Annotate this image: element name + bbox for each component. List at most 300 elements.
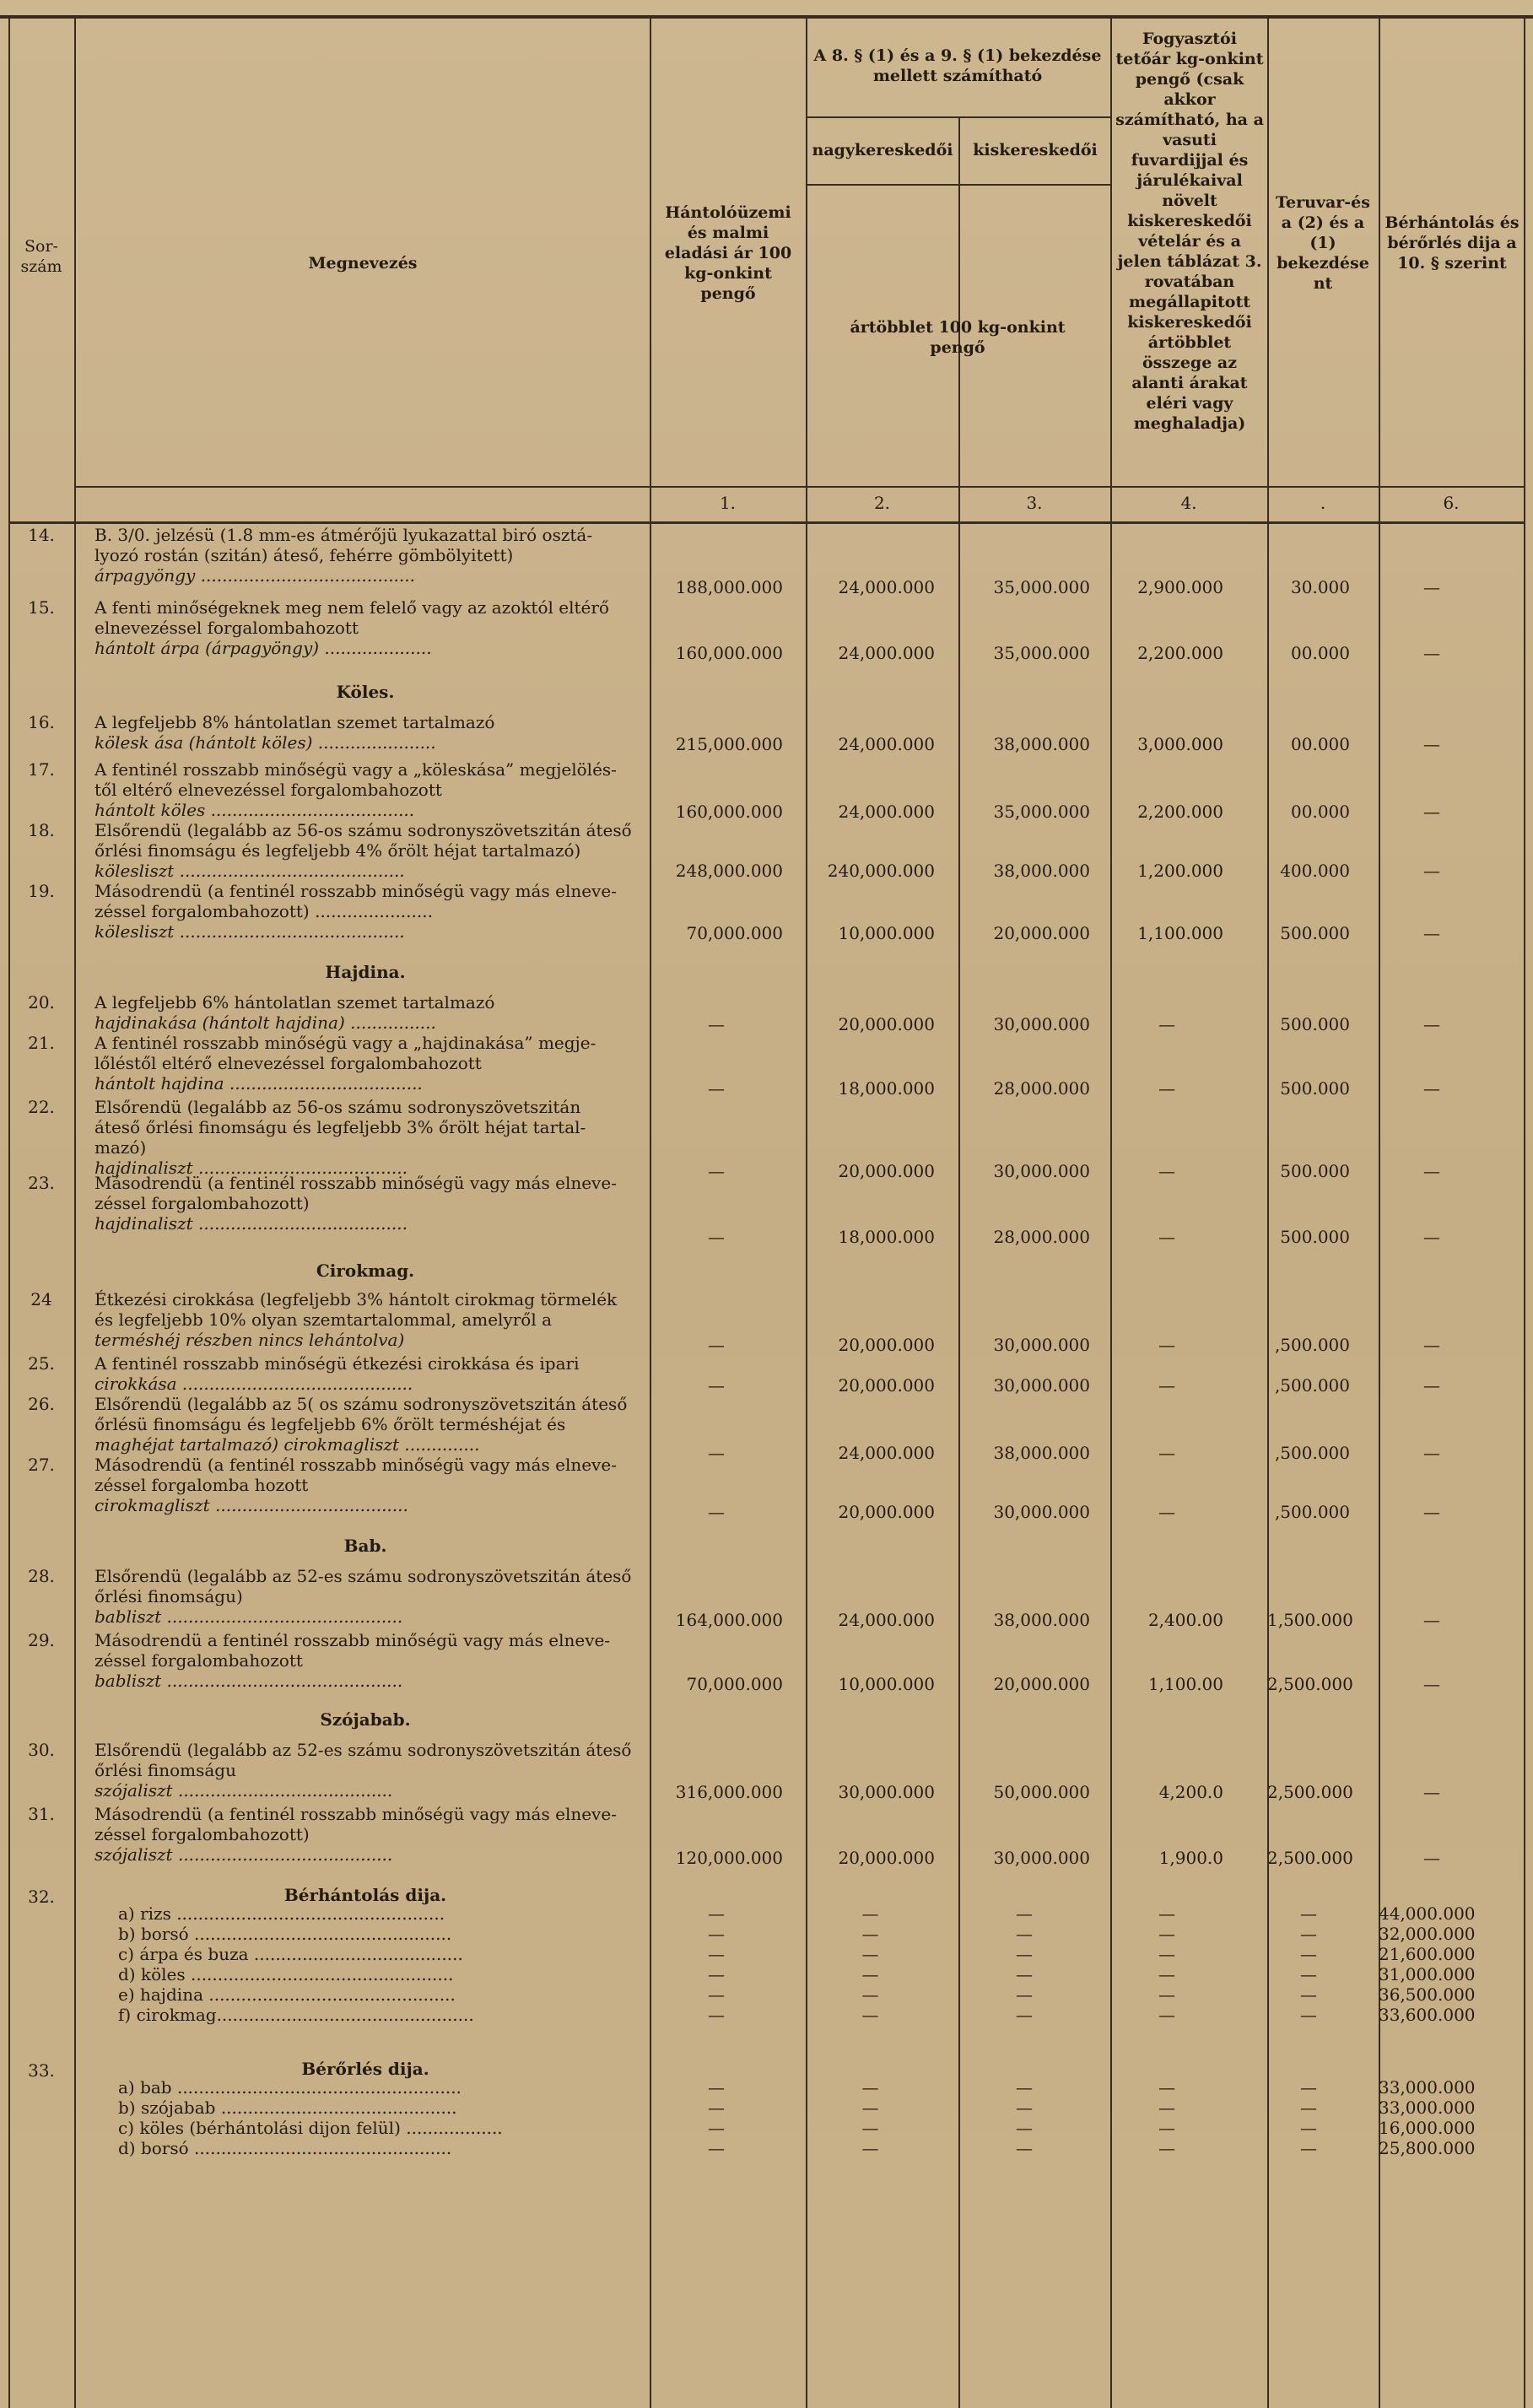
cell-v6: — xyxy=(1423,923,1440,943)
cell-v4: — xyxy=(1158,1903,1175,1924)
cell-v5: 2,500.000 xyxy=(1267,1848,1353,1868)
description-line: kölesk ása (hántolt köles) ...................... xyxy=(94,732,436,753)
cell-v6: 31,000.000 xyxy=(1379,1964,1476,1984)
cell-v1: — xyxy=(708,1502,725,1522)
cell-v2: — xyxy=(861,2138,879,2158)
cell-v5: 00.000 xyxy=(1291,643,1350,663)
cell-v5: — xyxy=(1300,2138,1317,2158)
cell-v3: 35,000.000 xyxy=(993,577,1090,597)
cell-v6: — xyxy=(1423,802,1440,822)
berorles-item: c) köles (bérhántolási dijon felül) .................. xyxy=(118,2118,503,2138)
description-line: A fentinél rosszabb minőségü étkezési cirokkása és ipari xyxy=(94,1353,580,1374)
row-description xyxy=(94,1455,634,1515)
col-header-berhantolas: Bérhántolás és bérőrlés dija a 10. § szerint xyxy=(1385,213,1520,273)
cell-v2: 18,000.000 xyxy=(838,1078,935,1099)
description-line: Elsőrendü (legalább az 56-os számu sodronyszövetszitán áteső xyxy=(94,820,632,840)
cell-v3: 28,000.000 xyxy=(993,1078,1090,1099)
cell-v1: 164,000.000 xyxy=(675,1610,783,1630)
table-border-left xyxy=(8,15,10,2408)
section-title: Cirokmag. xyxy=(316,1261,415,1281)
cell-v3: 30,000.000 xyxy=(993,1335,1090,1355)
cell-v2: — xyxy=(861,1924,879,1944)
cell-v2: — xyxy=(861,1944,879,1964)
cell-v5: — xyxy=(1300,2098,1317,2118)
cell-v5: 30.000 xyxy=(1291,577,1350,597)
description-line: A fentinél rosszabb minőségü vagy a „hajdinakása” megje- xyxy=(94,1033,596,1053)
row-number: 29. xyxy=(28,1630,55,1650)
cell-v5: — xyxy=(1300,1924,1317,1944)
cell-v2: 24,000.000 xyxy=(838,643,935,663)
row-number: 30. xyxy=(28,1740,55,1760)
row-number: 20. xyxy=(28,992,55,1012)
cell-v1: — xyxy=(708,2138,725,2158)
description-line: lőléstől eltérő elnevezéssel forgalombahozott xyxy=(94,1053,482,1073)
cell-v4: — xyxy=(1158,2077,1175,2098)
description-line: és legfeljebb 10% olyan szemtartalommal, amelyről a xyxy=(94,1309,553,1330)
cell-v4: — xyxy=(1158,1078,1175,1099)
cell-v2: — xyxy=(861,2098,879,2118)
cell-v1: — xyxy=(708,1078,725,1099)
cell-v6: — xyxy=(1423,1078,1440,1099)
cell-v3: — xyxy=(1016,1944,1033,1964)
col-header-megnevezes: Megnevezés xyxy=(308,254,418,273)
cell-v4: 1,900.0 xyxy=(1158,1848,1223,1868)
cell-v3: 38,000.000 xyxy=(993,1443,1090,1463)
cell-v2: 24,000.000 xyxy=(838,1443,935,1463)
cell-v1: 160,000.000 xyxy=(675,802,783,822)
table-border-top xyxy=(0,15,1533,19)
section-title: Hajdina. xyxy=(325,962,406,982)
col-header-fogyaszto: Fogyasztói tetőár kg-onkint pengő (csak akkor számítható, ha a vasuti fuvardijjal és járulékaival növelt kiskereskedői vételár és a jelen táblázat 3. rovatában megállapitott kiskereskedői ártöbblet összege az alanti árakat eléri vagy meghaladja) xyxy=(1115,30,1264,433)
section-title: Bab. xyxy=(343,1536,387,1556)
cell-v5: 500.000 xyxy=(1280,1227,1350,1247)
description-line: A legfeljebb 6% hántolatlan szemet tartalmazó xyxy=(94,992,495,1012)
description-line: Másodrendü (a fentinél rosszabb minőségü vagy más elneve- xyxy=(94,1455,617,1475)
cell-v2: — xyxy=(861,1964,879,1984)
cell-v2: 30,000.000 xyxy=(838,1782,935,1802)
cell-v4: 1,100.000 xyxy=(1137,923,1223,943)
berhantolas-item: b) borsó ................................................ xyxy=(118,1924,452,1944)
berhantolas-item: a) rizs .................................................. xyxy=(118,1903,445,1924)
description-line: zéssel forgalombahozott) xyxy=(94,1193,310,1213)
row-description xyxy=(94,1630,634,1691)
cell-v2: 20,000.000 xyxy=(838,1502,935,1522)
cell-v5: ,500.000 xyxy=(1274,1443,1350,1463)
cell-v1: — xyxy=(708,1227,725,1247)
cell-v2: 20,000.000 xyxy=(838,1161,935,1181)
description-line: babliszt ............................................ xyxy=(94,1606,403,1627)
header-divider xyxy=(806,184,1110,186)
cell-v6: — xyxy=(1423,1502,1440,1522)
description-line: hántolt köles ...................................... xyxy=(94,800,415,820)
cell-v2: 20,000.000 xyxy=(838,1848,935,1868)
cell-v4: 1,200.000 xyxy=(1137,861,1223,881)
cell-v2: 20,000.000 xyxy=(838,1335,935,1355)
description-line: zéssel forgalombahozott) ...................... xyxy=(94,901,433,921)
description-line: őrlésü finomságu és legfeljebb 6% őrölt terméshéjat és xyxy=(94,1414,566,1434)
cell-v3: 35,000.000 xyxy=(993,802,1090,822)
col-header-artobblet: ártöbblet 100 kg-onkint pengő xyxy=(850,318,1066,357)
cell-v2: 24,000.000 xyxy=(838,802,935,822)
cell-v6: — xyxy=(1423,643,1440,663)
row-number: 32. xyxy=(28,1887,55,1907)
cell-v6: 36,500.000 xyxy=(1379,1984,1476,2005)
cell-v5: ,500.000 xyxy=(1274,1375,1350,1396)
cell-v5: 500.000 xyxy=(1280,1014,1350,1034)
cell-v5: — xyxy=(1300,2118,1317,2138)
cell-v4: 2,400.00 xyxy=(1147,1610,1223,1630)
cell-v3: 50,000.000 xyxy=(993,1782,1090,1802)
description-line: kölesliszt .......................................... xyxy=(94,921,405,942)
header-bottom xyxy=(8,521,1524,524)
cell-v5: ,500.000 xyxy=(1274,1335,1350,1355)
cell-v6: — xyxy=(1423,1674,1440,1694)
description-line: A legfeljebb 8% hántolatlan szemet tartalmazó xyxy=(94,712,495,732)
row-number: 33. xyxy=(28,2060,55,2081)
row-description xyxy=(94,881,634,942)
cell-v6: 44,000.000 xyxy=(1379,1903,1476,1924)
berhantolas-item: d) köles ................................................. xyxy=(118,1964,454,1984)
cell-v5: — xyxy=(1300,2077,1317,2098)
cell-v6: 16,000.000 xyxy=(1379,2118,1476,2138)
cell-v4: — xyxy=(1158,2098,1175,2118)
cell-v1: — xyxy=(708,1443,725,1463)
cell-v2: — xyxy=(861,1903,879,1924)
cell-v5: 2,500.000 xyxy=(1267,1782,1353,1802)
row-description xyxy=(94,1289,634,1350)
description-line: zéssel forgalombahozott xyxy=(94,1650,303,1671)
description-line: szójaliszt ........................................ xyxy=(94,1780,393,1801)
cell-v1: — xyxy=(708,1964,725,1984)
description-line: áteső őrlési finomságu és legfeljebb 3% őrölt héjat tartal- xyxy=(94,1117,586,1137)
cell-v4: — xyxy=(1158,1014,1175,1034)
cell-v4: — xyxy=(1158,1502,1175,1522)
row-number: 21. xyxy=(28,1033,55,1053)
berorles-item: d) borsó ................................................ xyxy=(118,2138,452,2158)
cell-v1: — xyxy=(708,1161,725,1181)
description-line: A fentinél rosszabb minőségü vagy a „köleskása” megjelölés- xyxy=(94,759,617,780)
row-description xyxy=(94,1804,634,1865)
cell-v2: 18,000.000 xyxy=(838,1227,935,1247)
description-line: elnevezéssel forgalombahozott xyxy=(94,618,359,638)
cell-v5: — xyxy=(1300,1903,1317,1924)
berhantolas-item: f) cirokmag................................................ xyxy=(118,2005,474,2025)
cell-v4: — xyxy=(1158,1944,1175,1964)
cell-v6: — xyxy=(1423,861,1440,881)
description-line: maghéjat tartalmazó) cirokmagliszt .............. xyxy=(94,1434,480,1455)
col-header-sorszam: Sor-szám xyxy=(20,237,62,276)
col-number: . xyxy=(1320,493,1326,513)
cell-v1: — xyxy=(708,2077,725,2098)
cell-v1: — xyxy=(708,1944,725,1964)
row-description xyxy=(94,1353,634,1394)
row-number: 23. xyxy=(28,1173,55,1193)
cell-v5: — xyxy=(1300,1944,1317,1964)
cell-v4: — xyxy=(1158,1335,1175,1355)
col-divider xyxy=(1110,15,1112,2408)
cell-v6: 25,800.000 xyxy=(1379,2138,1476,2158)
header-divider xyxy=(74,486,1524,488)
description-line: Elsőrendü (legalább az 52-es számu sodronyszövetszitán áteső xyxy=(94,1740,632,1760)
description-line: árpagyöngy ........................................ xyxy=(94,565,415,586)
row-description xyxy=(94,1394,634,1455)
row-description xyxy=(94,597,634,658)
row-description xyxy=(94,992,634,1033)
description-line: őrlési finomságu xyxy=(94,1760,236,1780)
row-number: 26. xyxy=(28,1394,55,1414)
cell-v2: — xyxy=(861,2077,879,2098)
cell-v3: 30,000.000 xyxy=(993,1502,1090,1522)
row-description xyxy=(94,820,634,881)
table-border-right xyxy=(1524,15,1525,2408)
row-number: 25. xyxy=(28,1353,55,1374)
cell-v4: 4,200.0 xyxy=(1158,1782,1223,1802)
cell-v6: 33,000.000 xyxy=(1379,2077,1476,2098)
cell-v1: 316,000.000 xyxy=(675,1782,783,1802)
cell-v2: — xyxy=(861,2118,879,2138)
cell-v3: — xyxy=(1016,2098,1033,2118)
cell-v5: 2,500.000 xyxy=(1267,1674,1353,1694)
cell-v4: 1,100.00 xyxy=(1147,1674,1223,1694)
section-title: Bérhántolás dija. xyxy=(283,1885,447,1905)
description-line: hajdinaliszt ....................................... xyxy=(94,1213,408,1234)
cell-v6: — xyxy=(1423,1014,1440,1034)
row-number: 24 xyxy=(30,1289,52,1309)
cell-v1: 70,000.000 xyxy=(686,1674,783,1694)
description-line: Elsőrendü (legalább az 5( os számu sodronyszövetszitán áteső xyxy=(94,1394,628,1414)
cell-v1: — xyxy=(708,1984,725,2005)
description-line: szójaliszt ........................................ xyxy=(94,1844,393,1865)
cell-v3: 20,000.000 xyxy=(993,923,1090,943)
cell-v6: — xyxy=(1423,1227,1440,1247)
row-number: 22. xyxy=(28,1097,55,1117)
cell-v1: — xyxy=(708,2118,725,2138)
description-line: kölesliszt .......................................... xyxy=(94,861,405,881)
col-divider xyxy=(1267,15,1269,2408)
description-line: A fenti minőségeknek meg nem felelő vagy az azoktól eltérő xyxy=(94,597,609,618)
cell-v4: — xyxy=(1158,1984,1175,2005)
description-line: hajdinakása (hántolt hajdina) ................ xyxy=(94,1012,436,1033)
row-description xyxy=(94,1740,634,1801)
col-divider xyxy=(958,118,960,2408)
cell-v3: 30,000.000 xyxy=(993,1161,1090,1181)
description-line: terméshéj részben nincs lehántolva) xyxy=(94,1330,405,1350)
cell-v1: — xyxy=(708,1375,725,1396)
cell-v1: — xyxy=(708,2098,725,2118)
cell-v3: 20,000.000 xyxy=(993,1674,1090,1694)
cell-v6: — xyxy=(1423,734,1440,754)
col-header-kisk: kiskereskedői xyxy=(973,141,1098,159)
cell-v2: 240,000.000 xyxy=(827,861,935,881)
cell-v4: 2,200.000 xyxy=(1137,643,1223,663)
col-header-group: A 8. § (1) és a 9. § (1) bekezdése mellett számítható xyxy=(813,46,1102,85)
cell-v1: 248,000.000 xyxy=(675,861,783,881)
cell-v5: — xyxy=(1300,2005,1317,2025)
section-title: Szójabab. xyxy=(320,1709,411,1730)
description-line: őrlési finomságu) xyxy=(94,1586,243,1606)
row-number: 14. xyxy=(28,525,55,545)
cell-v2: 20,000.000 xyxy=(838,1014,935,1034)
cell-v4: — xyxy=(1158,2138,1175,2158)
description-line: Másodrendü a fentinél rosszabb minőségü vagy más elneve- xyxy=(94,1630,611,1650)
cell-v3: — xyxy=(1016,2118,1033,2138)
cell-v4: — xyxy=(1158,1924,1175,1944)
description-line: Elsőrendü (legalább az 52-es számu sodronyszövetszitán áteső xyxy=(94,1566,632,1586)
cell-v1: — xyxy=(708,1014,725,1034)
cell-v1: — xyxy=(708,1335,725,1355)
col-number: 2. xyxy=(873,493,891,513)
description-line: Másodrendü (a fentinél rosszabb minőségü vagy más elneve- xyxy=(94,1804,617,1824)
cell-v3: — xyxy=(1016,1903,1033,1924)
cell-v3: — xyxy=(1016,2077,1033,2098)
cell-v2: 10,000.000 xyxy=(838,923,935,943)
section-title: Bérőrlés dija. xyxy=(301,2059,429,2079)
cell-v4: — xyxy=(1158,1227,1175,1247)
row-description xyxy=(94,1097,634,1178)
description-line: babliszt ............................................ xyxy=(94,1671,403,1691)
description-line: cirokkása ........................................... xyxy=(94,1374,413,1394)
description-line: mazó) xyxy=(94,1137,147,1158)
description-line: hajdinaliszt ....................................... xyxy=(94,1158,408,1178)
cell-v1: 120,000.000 xyxy=(675,1848,783,1868)
cell-v5: 400.000 xyxy=(1280,861,1350,881)
cell-v4: 2,200.000 xyxy=(1137,802,1223,822)
cell-v4: — xyxy=(1158,1964,1175,1984)
row-number: 18. xyxy=(28,820,55,840)
cell-v5: — xyxy=(1300,1964,1317,1984)
cell-v1: — xyxy=(708,1903,725,1924)
description-line: Étkezési cirokkása (legfeljebb 3% hántolt cirokmag törmelék xyxy=(94,1289,618,1309)
cell-v6: — xyxy=(1423,1443,1440,1463)
berhantolas-item: c) árpa és buza ....................................... xyxy=(118,1944,463,1964)
cell-v5: ,500.000 xyxy=(1274,1502,1350,1522)
description-line: zéssel forgalomba hozott xyxy=(94,1475,309,1495)
description-line: Másodrendü (a fentinél rosszabb minőségü vagy más elneve- xyxy=(94,881,617,901)
row-number: 27. xyxy=(28,1455,55,1475)
header-divider xyxy=(806,116,1110,118)
cell-v3: — xyxy=(1016,2005,1033,2025)
row-description xyxy=(94,712,634,753)
description-line: zéssel forgalombahozott) xyxy=(94,1824,310,1844)
cell-v6: — xyxy=(1423,1335,1440,1355)
row-description xyxy=(94,1033,634,1093)
cell-v3: 35,000.000 xyxy=(993,643,1090,663)
cell-v3: 38,000.000 xyxy=(993,861,1090,881)
description-line: őrlési finomságu és legfeljebb 4% őrölt héjat tartalmazó) xyxy=(94,840,581,861)
row-number: 31. xyxy=(28,1804,55,1824)
cell-v6: 33,000.000 xyxy=(1379,2098,1476,2118)
cell-v4: — xyxy=(1158,1375,1175,1396)
col-header-teruvar: Teruvar-és a (2) és a (1) bekezdése nt xyxy=(1276,193,1370,293)
cell-v2: 24,000.000 xyxy=(838,734,935,754)
cell-v3: 38,000.000 xyxy=(993,734,1090,754)
cell-v1: 160,000.000 xyxy=(675,643,783,663)
cell-v5: — xyxy=(1300,1984,1317,2005)
cell-v2: 24,000.000 xyxy=(838,577,935,597)
section-title: Köles. xyxy=(336,682,395,702)
cell-v5: 1,500.000 xyxy=(1267,1610,1353,1630)
description-line: hántolt árpa (árpagyöngy) .................... xyxy=(94,638,432,658)
berorles-item: a) bab ..................................................... xyxy=(118,2077,462,2098)
row-number: 17. xyxy=(28,759,55,780)
col-divider xyxy=(74,15,76,2408)
col-divider xyxy=(650,15,651,2408)
cell-v6: 21,600.000 xyxy=(1379,1944,1476,1964)
row-description xyxy=(94,1566,634,1627)
cell-v3: 38,000.000 xyxy=(993,1610,1090,1630)
cell-v5: 500.000 xyxy=(1280,1161,1350,1181)
cell-v3: 30,000.000 xyxy=(993,1014,1090,1034)
cell-v3: — xyxy=(1016,2138,1033,2158)
cell-v4: — xyxy=(1158,2118,1175,2138)
description-line: től eltérő elnevezéssel forgalombahozott xyxy=(94,780,442,800)
col-divider xyxy=(1379,15,1380,2408)
row-number: 15. xyxy=(28,597,55,618)
berorles-item: b) szójabab ............................................ xyxy=(118,2098,457,2118)
cell-v6: 32,000.000 xyxy=(1379,1924,1476,1944)
cell-v3: 30,000.000 xyxy=(993,1375,1090,1396)
cell-v6: — xyxy=(1423,1375,1440,1396)
cell-v6: — xyxy=(1423,1848,1440,1868)
cell-v1: — xyxy=(708,1924,725,1944)
cell-v5: 00.000 xyxy=(1291,802,1350,822)
cell-v1: 188,000.000 xyxy=(675,577,783,597)
cell-v4: 3,000.000 xyxy=(1137,734,1223,754)
cell-v6: — xyxy=(1423,1610,1440,1630)
cell-v1: — xyxy=(708,2005,725,2025)
cell-v6: — xyxy=(1423,1782,1440,1802)
col-divider xyxy=(806,15,807,2408)
col-number: 6. xyxy=(1443,493,1460,513)
cell-v2: — xyxy=(861,2005,879,2025)
col-header-hantolo: Hántolóüzemi és malmi eladási ár 100 kg-onkint pengő xyxy=(664,203,792,303)
cell-v3: 28,000.000 xyxy=(993,1227,1090,1247)
description-line: cirokmagliszt .................................... xyxy=(94,1495,408,1515)
row-number: 16. xyxy=(28,712,55,732)
row-number: 28. xyxy=(28,1566,55,1586)
cell-v3: — xyxy=(1016,1984,1033,2005)
berhantolas-item: e) hajdina .............................................. xyxy=(118,1984,456,2005)
cell-v3: 30,000.000 xyxy=(993,1848,1090,1868)
cell-v4: — xyxy=(1158,2005,1175,2025)
col-number: 1. xyxy=(719,493,737,513)
col-header-nagy: nagykereskedői xyxy=(812,141,953,159)
cell-v2: 10,000.000 xyxy=(838,1674,935,1694)
cell-v5: 00.000 xyxy=(1291,734,1350,754)
description-line: Másodrendü (a fentinél rosszabb minőségü vagy más elneve- xyxy=(94,1173,617,1193)
cell-v6: — xyxy=(1423,1161,1440,1181)
row-description xyxy=(94,1173,634,1234)
cell-v2: 24,000.000 xyxy=(838,1610,935,1630)
cell-v2: — xyxy=(861,1984,879,2005)
cell-v6: 33,600.000 xyxy=(1379,2005,1476,2025)
col-number: 4. xyxy=(1180,493,1197,513)
cell-v3: — xyxy=(1016,1964,1033,1984)
cell-v6: — xyxy=(1423,577,1440,597)
col-number: 3. xyxy=(1026,493,1043,513)
row-number: 19. xyxy=(28,881,55,901)
description-line: lyozó rostán (szitán) áteső, fehérre gömbölyitett) xyxy=(94,545,514,565)
cell-v5: 500.000 xyxy=(1280,923,1350,943)
description-line: Elsőrendü (legalább az 56-os számu sodronyszövetszitán xyxy=(94,1097,581,1117)
cell-v4: 2,900.000 xyxy=(1137,577,1223,597)
cell-v3: — xyxy=(1016,1924,1033,1944)
cell-v1: 215,000.000 xyxy=(675,734,783,754)
cell-v5: 500.000 xyxy=(1280,1078,1350,1099)
cell-v1: 70,000.000 xyxy=(686,923,783,943)
row-description xyxy=(94,759,634,820)
description-line: hántolt hajdina .................................... xyxy=(94,1073,423,1093)
